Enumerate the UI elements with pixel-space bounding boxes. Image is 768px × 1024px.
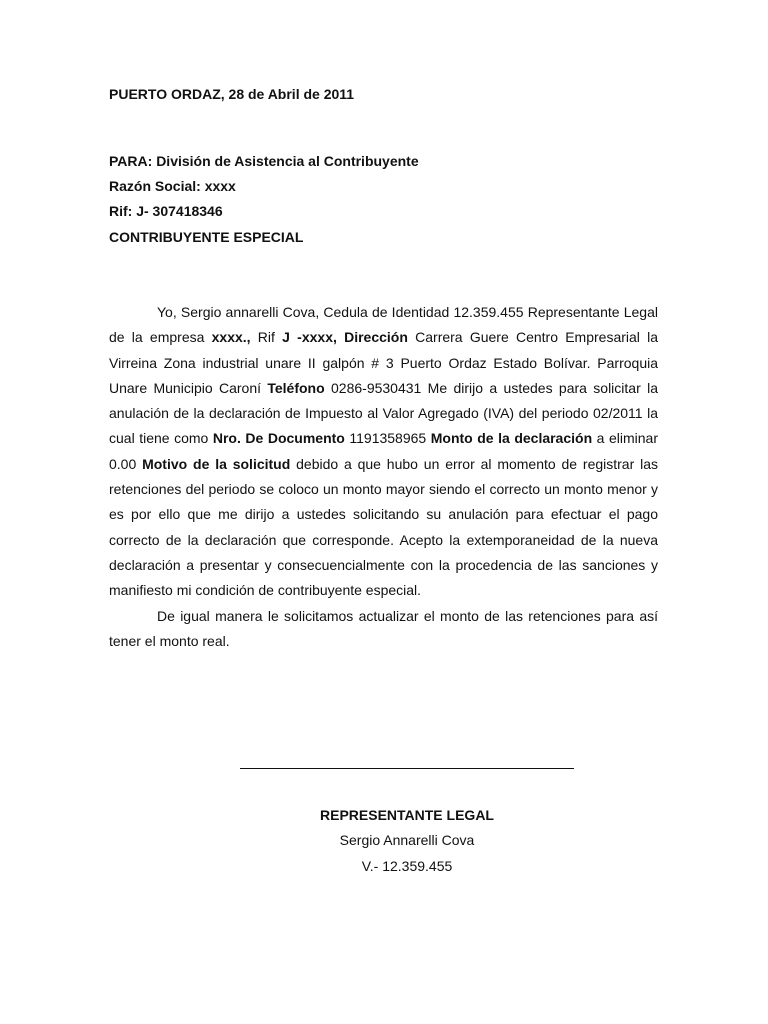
- body-paragraph-2: De igual manera le solicitamos actualizar el monto de las retenciones para así tener el monto real.: [109, 607, 658, 649]
- text-run: Yo, Sergio annarelli Cova, Cedula de Identidad 12.359.455 Representante Legal de la empresa: [109, 304, 658, 346]
- text-run: Carrera Guere Centro Empresarial la Virreina Zona industrial unare II galpón # 3 Puerto Ordaz Estado Bolívar. Parroquia Unare Municipio Caroní: [109, 329, 659, 396]
- recipient-para: [109, 153, 419, 169]
- bold-run: xxxx.,: [211, 329, 251, 346]
- text-run: debido a que hubo un error al momento de registrar las retenciones del periodo se coloco un monto mayor siendo el correcto un monto menor y es por ello que me dirijo a ustedes solicitando su anulación para efectuar el pago correcto de la declaración que corresponde. Acepto la extemporaneidad de la nueva declaración a presentar y consecuencialmente con la procedencia de las sanciones y manifiesto mi condición de contribuyente especial.: [109, 455, 658, 599]
- letter-body: [109, 300, 658, 654]
- contributor-category: CONTRIBUYENTE ESPECIAL: [109, 229, 304, 245]
- rif-label: Rif:: [109, 203, 133, 219]
- bold-run: Monto de la declaración: [430, 430, 593, 447]
- recipient-rif: [109, 203, 223, 219]
- text-run: Rif: [250, 329, 283, 346]
- body-paragraph-1: [109, 300, 658, 604]
- para-label: PARA:: [109, 153, 153, 169]
- para-value: División de Asistencia al Contribuyente: [156, 153, 419, 169]
- signature-name: Sergio Annarelli Cova: [339, 832, 475, 848]
- razon-label: Razón Social:: [109, 178, 201, 194]
- text-run: 1191358965: [344, 430, 431, 447]
- bold-run: J -xxxx, Dirección: [282, 329, 408, 346]
- date-line: PUERTO ORDAZ, 28 de Abril de 2011: [109, 86, 355, 102]
- signature-title: REPRESENTANTE LEGAL: [320, 807, 494, 823]
- text-run: a eliminar 0.00: [109, 430, 658, 472]
- signature-line: [240, 768, 574, 769]
- razon-value: xxxx: [204, 178, 236, 194]
- rif-value: J- 307418346: [136, 203, 223, 219]
- bold-run: Nro. De Documento: [212, 430, 345, 447]
- recipient-razon: [109, 178, 236, 194]
- signature-id: V.- 12.359.455: [361, 858, 453, 874]
- text-run: 0286-9530431 Me dirijo a ustedes para solicitar la anulación de la declaración de Impuesto al Valor Agregado (IVA) del periodo 02/2011 la cual tiene como: [109, 379, 658, 447]
- bold-run: Motivo de la solicitud: [142, 455, 291, 472]
- bold-run: Teléfono: [267, 379, 325, 396]
